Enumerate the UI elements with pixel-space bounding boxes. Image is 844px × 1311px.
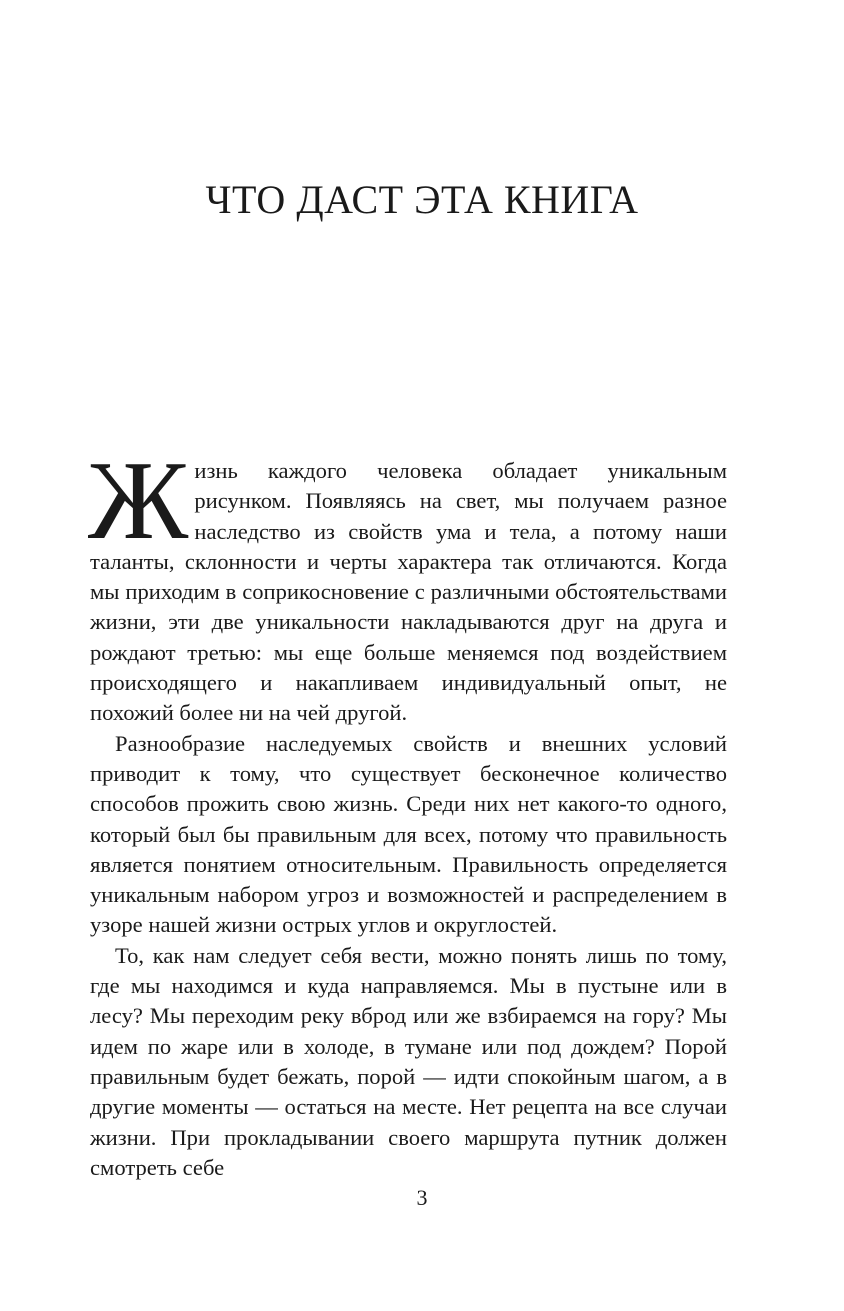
paragraph-1-text: изнь каждого человека обладает уникальным рисунком. Появляясь на свет, мы получаем разное наследство из свойств ума и тела, а потому наши таланты, склонности и черты характера так отличаются. Когда мы приходим в соприкосновение с различными обстоятельствами жизни, эти две уникальности накладываются друг на друга и рождают третью: мы еще больше меняемся под воздействием происходящего и накапливаем индивидуальный опыт, не похожий более ни на чей другой. [90,458,727,726]
paragraph-2: Разнообразие наследуемых свойств и внешних условий приводит к тому, что существует бесконечное количество способов прожить свою жизнь. Среди них нет какого-то одного, который был бы правильным для всех, потому что правильность является понятием относительным. Правильность определяется уникальным набором угроз и возможностей и распределением в узоре нашей жизни острых углов и округлостей. [90,730,727,938]
chapter-title: ЧТО ДАСТ ЭТА КНИГА [205,177,639,222]
body-text [88,439,727,1183]
page-number: 3 [416,1185,428,1210]
drop-cap: Ж [88,439,189,563]
paragraph-3: То, как нам следует себя вести, можно понять лишь по тому, где мы находимся и куда направляемся. Мы в пустыне или в лесу? Мы переходим реку вброд или же взбираемся на гору? Мы идем по жаре или в холоде, в тумане или под дождем? Порой правильным будет бежать, порой — идти спокойным шагом, а в другие моменты — остаться на месте. Нет рецепта на все случаи жизни. При прокладывании своего маршрута путник должен смотреть себе [90,942,727,1180]
paragraph-1 [88,439,727,729]
